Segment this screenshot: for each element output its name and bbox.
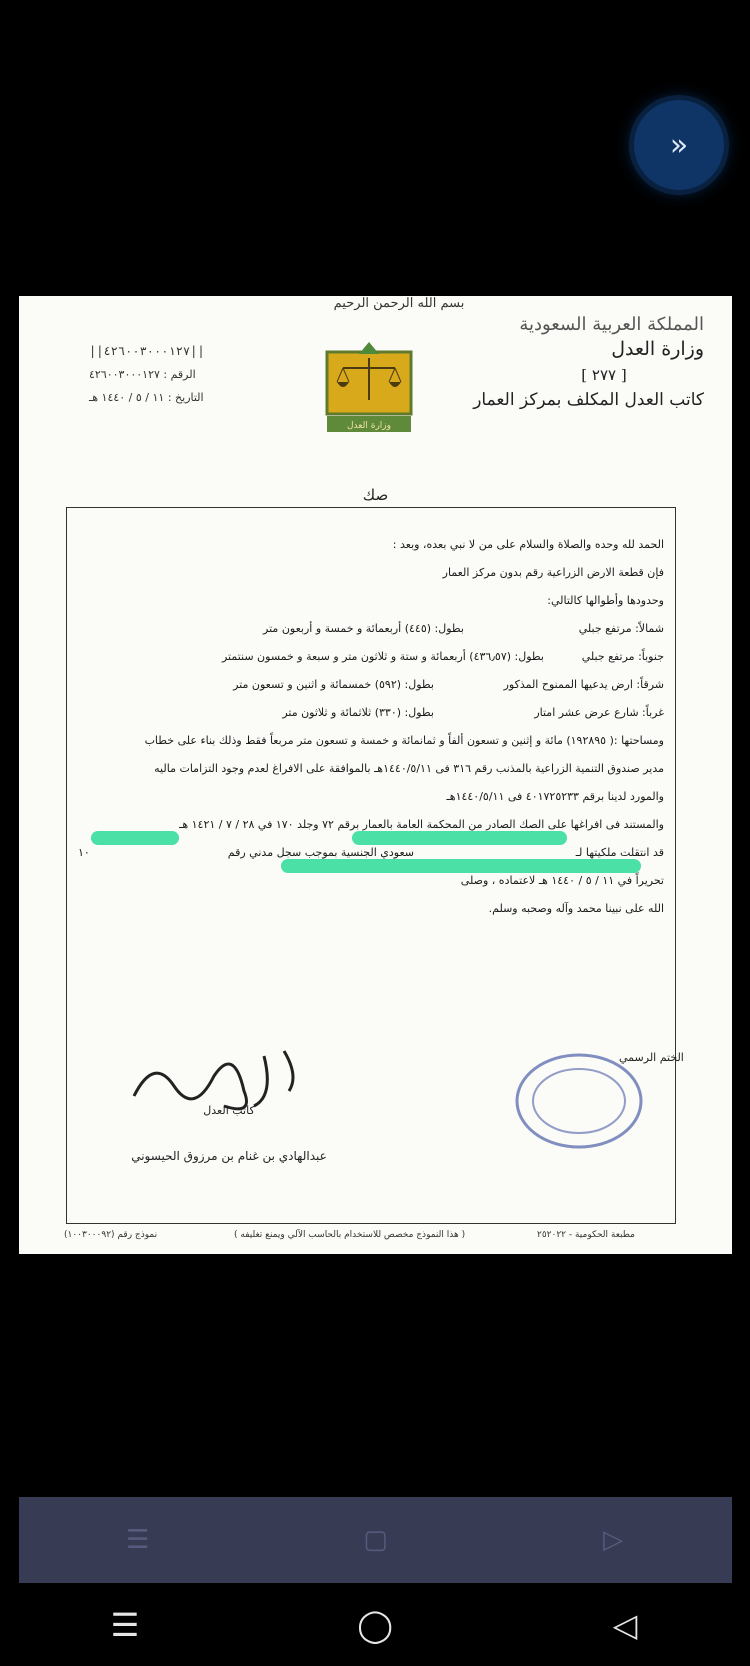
document-image	[19, 296, 732, 1254]
official-stamp-icon	[509, 1046, 649, 1156]
back-icon[interactable]: ▷	[603, 1525, 624, 1555]
document-date: التاريخ : ١١ / ٥ / ١٤٤٠ هـ	[89, 391, 204, 404]
system-navigation-bar	[0, 1583, 750, 1666]
recent-apps-icon[interactable]: ☰	[110, 1605, 140, 1644]
boundary-east	[78, 671, 664, 699]
body-line: الحمد لله وحده والصلاة والسلام على من لا نبي بعده، وبعد :	[392, 538, 664, 551]
emblem-text: وزارة العدل	[347, 421, 391, 431]
home-icon[interactable]: ◯	[357, 1605, 393, 1644]
redaction-mark	[91, 831, 179, 845]
document-barcode: ||٤٢٦٠٠٣٠٠٠١٢٧||	[89, 344, 205, 358]
redaction-mark	[281, 859, 641, 873]
signature-block	[104, 1104, 354, 1163]
back-icon[interactable]: ◁	[612, 1605, 638, 1644]
document-number: الرقم : ٤٢٦٠٠٣٠٠٠١٢٧	[89, 368, 196, 381]
body-line: والمستند فى افراغها على الصك الصادر من المحكمة العامة بالعمار برقم ٧٢ وجلد ١٧٠ في ٢٨ / ٧ / ١٤٢١ هـ	[179, 818, 664, 831]
boundary-east-side: شرقاً: ارض يدعيها الممنوح المذكور	[503, 678, 664, 691]
recent-apps-icon[interactable]: ☰	[126, 1525, 150, 1555]
footer-form-number: نموذج رقم (١٠٠٣٠٠٠٩٢)	[64, 1230, 158, 1240]
body-line: فإن قطعة الارض الزراعية رقم بدون مركز العمار	[442, 566, 664, 579]
body-line: والمورد لدينا برقم ٤٠١٧٢٥٢٣٣ فى ١٤٤٠/٥/١١هـ	[446, 790, 664, 803]
ownership-transfer-text: قد انتقلت ملكيتها لـ	[575, 846, 664, 859]
redaction-mark	[352, 831, 567, 845]
home-icon[interactable]: ▢	[363, 1525, 388, 1555]
inner-navigation-bar	[19, 1497, 732, 1583]
ownership-id-fragment: ١٠	[78, 846, 90, 859]
footer-printer: مطبعة الحكومية - ٢٥٢٠٢٢	[537, 1230, 635, 1240]
boundary-north-side: شمالاً: مرتفع جبلي	[578, 622, 664, 635]
office-name: كاتب العدل المكلف بمركز العمار	[473, 390, 704, 410]
stamp-label: الختم الرسمي	[619, 1051, 684, 1064]
boundary-north-length: بطول: (٤٤٥) أربعمائة و خمسة و أربعون متر	[263, 622, 464, 635]
boundary-west	[78, 699, 664, 727]
boundary-east-length: بطول: (٥٩٢) خمسمائة و اثنين و تسعون متر	[233, 678, 434, 691]
boundary-south-length: بطول: (٤٣٦٫٥٧) أربعمائة و ستة و ثلاثون متر و سبعة و خمسون سنتمتر	[221, 650, 544, 663]
boundary-west-side: غرباً: شارع عرض عشر امتار	[534, 706, 664, 719]
body-line: مدير صندوق التنمية الزراعية بالمذنب رقم ٣١٦ فى ١٤٤٠/٥/١١هـ بالموافقة على الافراغ لعدم وجود التزامات ماليه	[154, 762, 664, 775]
signature-title: كاتب العدل	[203, 1104, 255, 1117]
office-number: [ ٢٧٧ ]	[581, 366, 627, 384]
boundary-north	[78, 615, 664, 643]
double-chevron-right-icon: »	[669, 127, 689, 163]
signature-name: عبدالهادي بن غنام بن مرزوق الحيسوني	[131, 1149, 327, 1163]
header-left	[89, 344, 269, 414]
ownership-nationality-text: سعودي الجنسية بموجب سجل مدني رقم	[227, 846, 414, 859]
document-title: صك	[362, 486, 389, 504]
ministry-emblem-icon	[321, 334, 417, 434]
overlay-expand-button[interactable]	[634, 100, 724, 190]
header-right	[473, 314, 704, 410]
boundary-south	[78, 643, 664, 671]
kingdom-name: المملكة العربية السعودية	[519, 314, 704, 335]
body-line: ومساحتها :( ١٩٢٨٩٥) مائة و إثنين و تسعون ألفاً و ثمانمائة و خمسة و تسعون متر مربعاً فقط وذلك بناء على خطاب	[144, 734, 664, 747]
issue-date-text: تحريراً في ١١ / ٥ / ١٤٤٠ هـ لاعتماده ، وصلى	[460, 874, 664, 887]
body-line: وحدودها وأطوالها كالتالي:	[547, 594, 664, 607]
footer-notice: ( هذا النموذج مخصص للاستخدام بالحاسب الآلي ويمنع تغليفه )	[234, 1230, 466, 1240]
ministry-name: وزارة العدل	[611, 338, 704, 360]
basmala: بسم الله الرحمن الرحيم	[333, 296, 465, 311]
body-line: الله على نبينا محمد وآله وصحبه وسلم.	[488, 902, 664, 915]
boundary-west-length: بطول: (٣٣٠) ثلاثمائة و ثلاثون متر	[282, 706, 434, 719]
boundary-south-side: جنوباً: مرتفع جبلي	[581, 650, 664, 663]
